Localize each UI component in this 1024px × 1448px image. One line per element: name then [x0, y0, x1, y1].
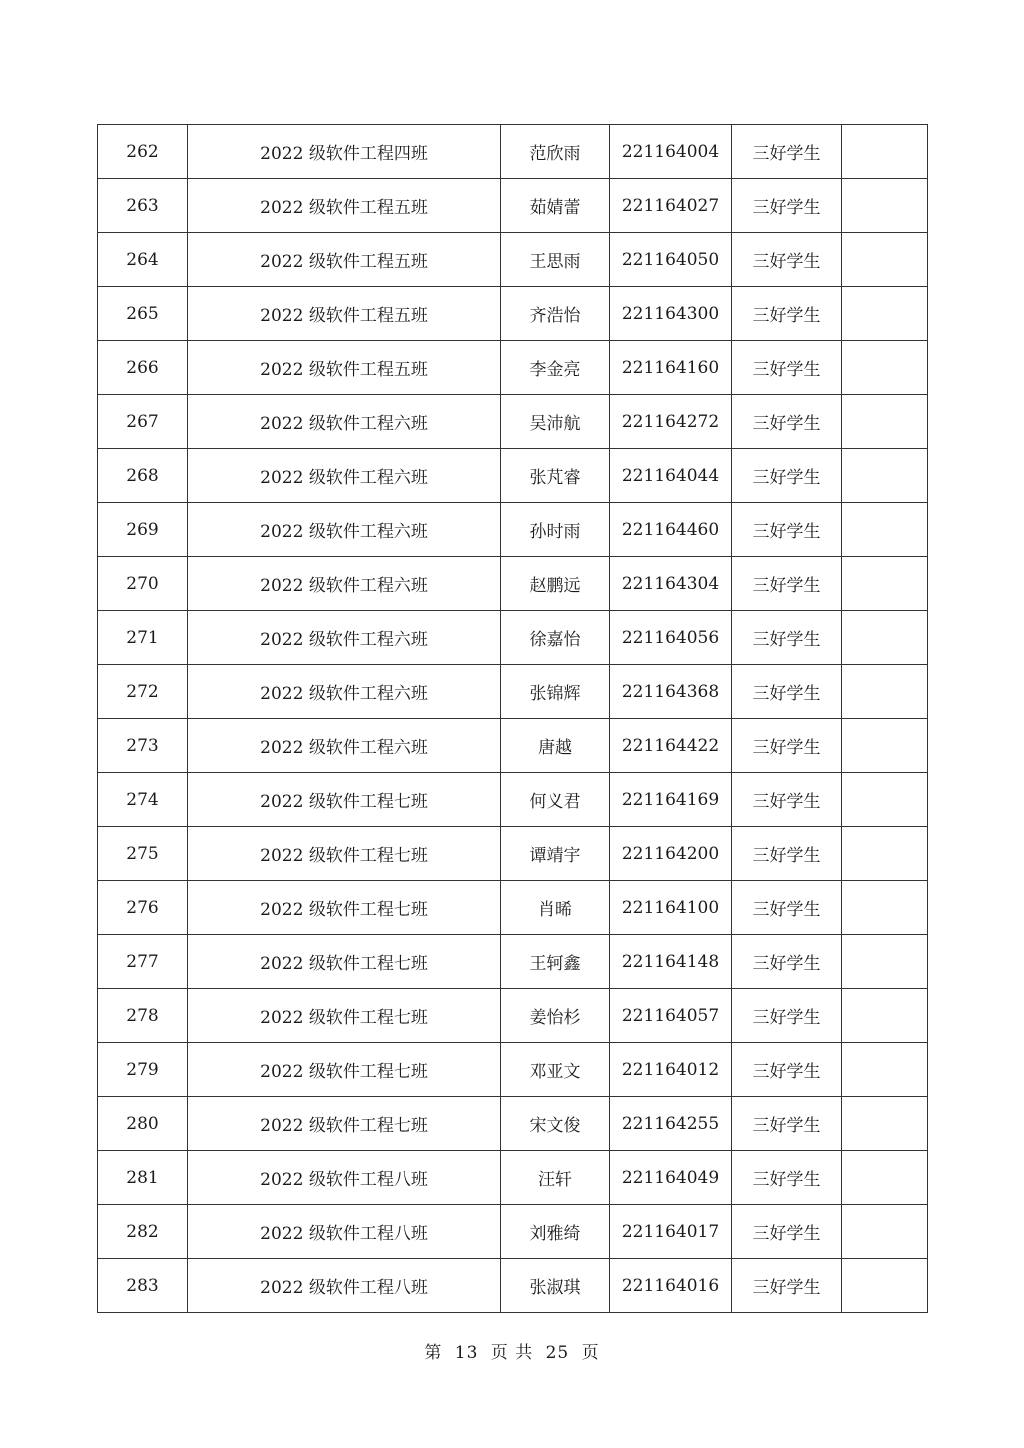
- remark-cell: [842, 881, 928, 935]
- table-row: [98, 1043, 928, 1097]
- student-name-cell: 谭靖宇: [501, 827, 610, 881]
- table-row: [98, 341, 928, 395]
- table-row: [98, 503, 928, 557]
- roster-table-body: [98, 125, 928, 1313]
- table-row: [98, 719, 928, 773]
- student-name-cell: 李金亮: [501, 341, 610, 395]
- class-name-cell: 2022 级软件工程七班: [188, 935, 501, 989]
- class-name-cell: 2022 级软件工程八班: [188, 1205, 501, 1259]
- total-page-count: 25: [545, 1343, 570, 1363]
- award-title-cell: 三好学生: [732, 827, 842, 881]
- class-name-cell: 2022 级软件工程六班: [188, 395, 501, 449]
- class-name-cell: 2022 级软件工程五班: [188, 287, 501, 341]
- student-id-cell: 221164056: [610, 611, 732, 665]
- award-title-cell: 三好学生: [732, 1151, 842, 1205]
- row-number-cell: 271: [98, 611, 188, 665]
- row-number-cell: 274: [98, 773, 188, 827]
- student-name-cell: 宋文俊: [501, 1097, 610, 1151]
- student-id-cell: 221164027: [610, 179, 732, 233]
- row-number-cell: 280: [98, 1097, 188, 1151]
- remark-cell: [842, 719, 928, 773]
- row-number-cell: 273: [98, 719, 188, 773]
- row-number-cell: 276: [98, 881, 188, 935]
- row-number-cell: 275: [98, 827, 188, 881]
- student-name-cell: 吴沛航: [501, 395, 610, 449]
- student-name-cell: 张淑琪: [501, 1259, 610, 1313]
- row-number-cell: 277: [98, 935, 188, 989]
- student-id-cell: 221164368: [610, 665, 732, 719]
- row-number-cell: 268: [98, 449, 188, 503]
- table-row: [98, 611, 928, 665]
- student-name-cell: 肖晞: [501, 881, 610, 935]
- student-name-cell: 邓亚文: [501, 1043, 610, 1097]
- student-name-cell: 齐浩怡: [501, 287, 610, 341]
- student-id-cell: 221164300: [610, 287, 732, 341]
- class-name-cell: 2022 级软件工程五班: [188, 179, 501, 233]
- award-title-cell: 三好学生: [732, 1205, 842, 1259]
- row-number-cell: 264: [98, 233, 188, 287]
- class-name-cell: 2022 级软件工程五班: [188, 341, 501, 395]
- row-number-cell: 262: [98, 125, 188, 179]
- student-id-cell: 221164272: [610, 395, 732, 449]
- row-number-cell: 279: [98, 1043, 188, 1097]
- remark-cell: [842, 935, 928, 989]
- remark-cell: [842, 1043, 928, 1097]
- remark-cell: [842, 449, 928, 503]
- class-name-cell: 2022 级软件工程七班: [188, 1043, 501, 1097]
- remark-cell: [842, 395, 928, 449]
- table-row: [98, 989, 928, 1043]
- student-name-cell: 赵鹏远: [501, 557, 610, 611]
- award-title-cell: 三好学生: [732, 881, 842, 935]
- footer-middle: 页 共: [490, 1343, 534, 1363]
- student-id-cell: 221164255: [610, 1097, 732, 1151]
- award-title-cell: 三好学生: [732, 125, 842, 179]
- class-name-cell: 2022 级软件工程七班: [188, 881, 501, 935]
- class-name-cell: 2022 级软件工程六班: [188, 611, 501, 665]
- student-name-cell: 张芃睿: [501, 449, 610, 503]
- student-name-cell: 徐嘉怡: [501, 611, 610, 665]
- student-name-cell: 刘雅绮: [501, 1205, 610, 1259]
- class-name-cell: 2022 级软件工程八班: [188, 1259, 501, 1313]
- student-name-cell: 王思雨: [501, 233, 610, 287]
- row-number-cell: 265: [98, 287, 188, 341]
- award-title-cell: 三好学生: [732, 773, 842, 827]
- remark-cell: [842, 1151, 928, 1205]
- award-title-cell: 三好学生: [732, 1097, 842, 1151]
- award-title-cell: 三好学生: [732, 233, 842, 287]
- student-id-cell: 221164422: [610, 719, 732, 773]
- row-number-cell: 272: [98, 665, 188, 719]
- table-row: [98, 773, 928, 827]
- table-row: [98, 1205, 928, 1259]
- award-title-cell: 三好学生: [732, 935, 842, 989]
- student-name-cell: 汪轩: [501, 1151, 610, 1205]
- student-id-cell: 221164044: [610, 449, 732, 503]
- remark-cell: [842, 1097, 928, 1151]
- award-title-cell: 三好学生: [732, 665, 842, 719]
- award-title-cell: 三好学生: [732, 287, 842, 341]
- award-title-cell: 三好学生: [732, 179, 842, 233]
- row-number-cell: 266: [98, 341, 188, 395]
- remark-cell: [842, 1259, 928, 1313]
- table-row: [98, 233, 928, 287]
- table-row: [98, 557, 928, 611]
- remark-cell: [842, 827, 928, 881]
- table-row: [98, 1151, 928, 1205]
- award-title-cell: 三好学生: [732, 611, 842, 665]
- student-name-cell: 何义君: [501, 773, 610, 827]
- student-id-cell: 221164004: [610, 125, 732, 179]
- award-title-cell: 三好学生: [732, 503, 842, 557]
- row-number-cell: 278: [98, 989, 188, 1043]
- table-row: [98, 881, 928, 935]
- table-row: [98, 125, 928, 179]
- footer-suffix: 页: [581, 1343, 600, 1363]
- table-row: [98, 395, 928, 449]
- class-name-cell: 2022 级软件工程六班: [188, 557, 501, 611]
- award-title-cell: 三好学生: [732, 1259, 842, 1313]
- remark-cell: [842, 125, 928, 179]
- remark-cell: [842, 179, 928, 233]
- table-row: [98, 287, 928, 341]
- row-number-cell: 283: [98, 1259, 188, 1313]
- student-id-cell: 221164304: [610, 557, 732, 611]
- class-name-cell: 2022 级软件工程六班: [188, 449, 501, 503]
- remark-cell: [842, 557, 928, 611]
- remark-cell: [842, 611, 928, 665]
- student-id-cell: 221164169: [610, 773, 732, 827]
- award-title-cell: 三好学生: [732, 449, 842, 503]
- student-id-cell: 221164460: [610, 503, 732, 557]
- student-id-cell: 221164017: [610, 1205, 732, 1259]
- remark-cell: [842, 1205, 928, 1259]
- table-row: [98, 935, 928, 989]
- award-title-cell: 三好学生: [732, 1043, 842, 1097]
- award-title-cell: 三好学生: [732, 557, 842, 611]
- row-number-cell: 270: [98, 557, 188, 611]
- student-id-cell: 221164050: [610, 233, 732, 287]
- row-number-cell: 282: [98, 1205, 188, 1259]
- remark-cell: [842, 341, 928, 395]
- student-id-cell: 221164100: [610, 881, 732, 935]
- class-name-cell: 2022 级软件工程七班: [188, 989, 501, 1043]
- award-title-cell: 三好学生: [732, 341, 842, 395]
- student-name-cell: 张锦辉: [501, 665, 610, 719]
- class-name-cell: 2022 级软件工程七班: [188, 1097, 501, 1151]
- student-name-cell: 范欣雨: [501, 125, 610, 179]
- student-name-cell: 茹婧蕾: [501, 179, 610, 233]
- remark-cell: [842, 989, 928, 1043]
- class-name-cell: 2022 级软件工程四班: [188, 125, 501, 179]
- student-id-cell: 221164016: [610, 1259, 732, 1313]
- remark-cell: [842, 665, 928, 719]
- page-footer: [0, 1338, 1024, 1363]
- class-name-cell: 2022 级软件工程六班: [188, 719, 501, 773]
- award-title-cell: 三好学生: [732, 719, 842, 773]
- class-name-cell: 2022 级软件工程六班: [188, 665, 501, 719]
- class-name-cell: 2022 级软件工程七班: [188, 827, 501, 881]
- row-number-cell: 267: [98, 395, 188, 449]
- class-name-cell: 2022 级软件工程五班: [188, 233, 501, 287]
- class-name-cell: 2022 级软件工程八班: [188, 1151, 501, 1205]
- student-name-cell: 王轲鑫: [501, 935, 610, 989]
- row-number-cell: 263: [98, 179, 188, 233]
- table-row: [98, 1097, 928, 1151]
- remark-cell: [842, 503, 928, 557]
- award-title-cell: 三好学生: [732, 989, 842, 1043]
- footer-prefix: 第: [424, 1343, 443, 1363]
- current-page-number: 13: [454, 1343, 479, 1363]
- table-row: [98, 179, 928, 233]
- student-name-cell: 孙时雨: [501, 503, 610, 557]
- student-name-cell: 姜怡杉: [501, 989, 610, 1043]
- class-name-cell: 2022 级软件工程六班: [188, 503, 501, 557]
- table-row: [98, 449, 928, 503]
- student-name-cell: 唐越: [501, 719, 610, 773]
- award-roster-table: [97, 124, 928, 1313]
- student-id-cell: 221164148: [610, 935, 732, 989]
- table-row: [98, 827, 928, 881]
- table-row: [98, 665, 928, 719]
- class-name-cell: 2022 级软件工程七班: [188, 773, 501, 827]
- row-number-cell: 269: [98, 503, 188, 557]
- student-id-cell: 221164160: [610, 341, 732, 395]
- student-id-cell: 221164200: [610, 827, 732, 881]
- award-title-cell: 三好学生: [732, 395, 842, 449]
- student-id-cell: 221164012: [610, 1043, 732, 1097]
- remark-cell: [842, 773, 928, 827]
- student-id-cell: 221164057: [610, 989, 732, 1043]
- remark-cell: [842, 233, 928, 287]
- row-number-cell: 281: [98, 1151, 188, 1205]
- table-row: [98, 1259, 928, 1313]
- student-id-cell: 221164049: [610, 1151, 732, 1205]
- remark-cell: [842, 287, 928, 341]
